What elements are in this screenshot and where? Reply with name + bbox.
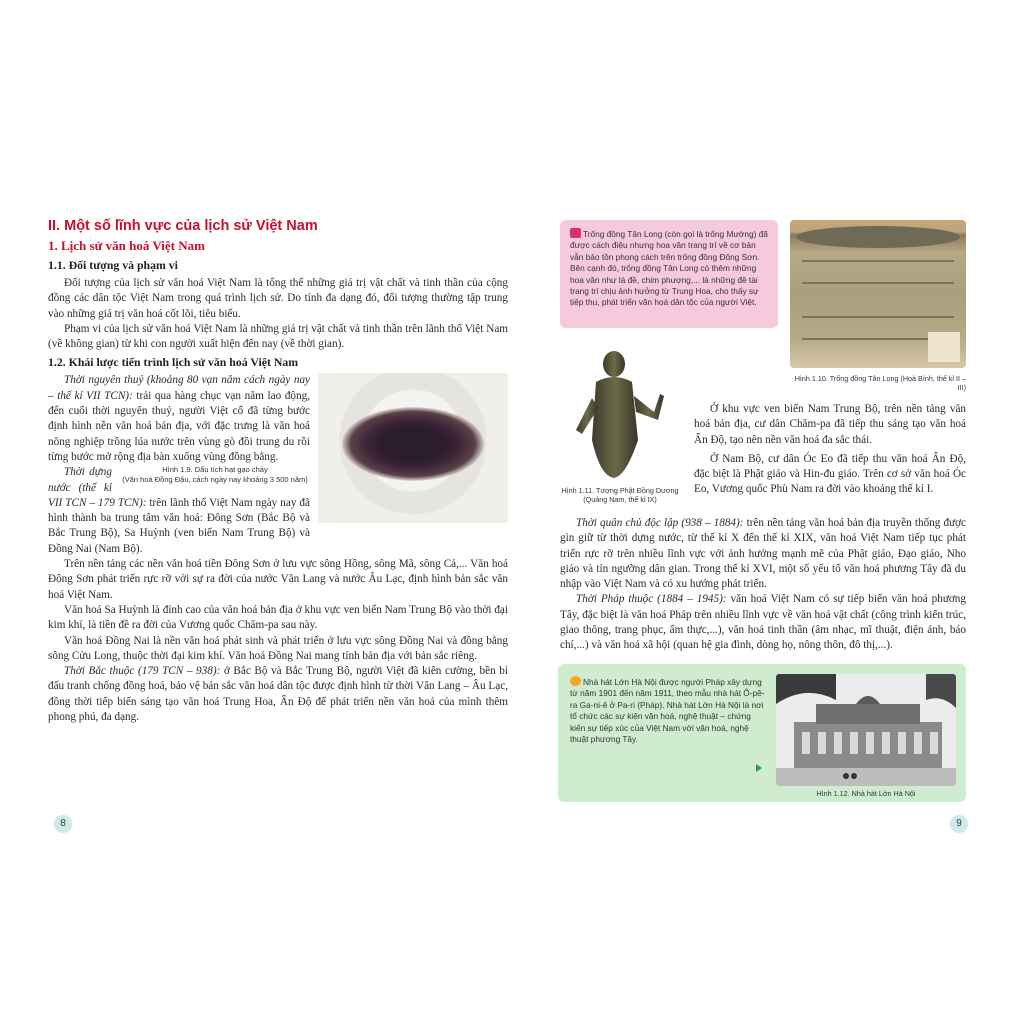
era-primitive-text: trải qua hàng chục vạn năm lao động, đến cuối thời nguyên thuỷ, người Việt cổ đã từng bước định hình nền văn hoá bản địa, với đặc trưng là văn hoá nông nghiệp trồng lúa nước trên vùng gò đồi trung du rồi từng bước mở rộng địa bàn xuống vùng đồng bằng.: [48, 389, 310, 463]
paragraph-northern-domination: [48, 664, 508, 725]
note-icon: [570, 228, 581, 238]
paragraph-french-era: [560, 592, 966, 653]
paragraph-dong-nai: Văn hoá Đồng Nai là nền văn hoá phát sinh và phát triển ở lưu vực sông Đồng Nai và đồng bằng sông Cửu Long, thuộc thời đại kim khí. Văn hoá Đồng Nai mang tính bản địa với bản sắc riêng.: [48, 634, 508, 662]
paragraph-independent-era: [560, 516, 966, 592]
info-box-bronze-drum-text: Trống đồng Tân Long (còn gọi là trống Mường) đã được cách điệu nhưng hoa văn trang trí về cơ bản vẫn bảo tồn phong cách trên trống đồng Đông Sơn. Bên cạnh đó, trống đồng Tân Long có thêm những hoa văn như lá đề, chim phượng,... là những đề tài trang trí chịu ảnh hưởng từ Trung Hoa, cho thấy sự tiếp thu, phát triển văn hoá dân tộc của người Việt.: [570, 229, 768, 308]
right-text-column: [694, 402, 966, 498]
figure-caption-bronze-drum: Hình 1.10. Trống đồng Tân Long (Hoà Bình, thế kỉ II – III): [794, 374, 966, 392]
era-french-label: Thời Pháp thuộc (1884 – 1945):: [576, 593, 727, 606]
era-northern-label: Thời Bắc thuộc (179 TCN – 938):: [64, 665, 221, 678]
subsection-title: 1. Lịch sử văn hoá Việt Nam: [48, 238, 205, 253]
section-title: II. Một số lĩnh vực của lịch sử Việt Nam: [48, 218, 318, 234]
paragraph-dong-son: Trên nền tảng các nền văn hoá tiền Đông Sơn ở lưu vực sông Hồng, sông Mã, sông Cả,... Văn hoá Đông Sơn phát triển rực rỡ với sự ra đời của nước Văn Lang và nước Âu Lạc, định hình bản sắc văn hoá Việt Nam.: [48, 558, 508, 601]
paragraph-scope: Phạm vi của lịch sử văn hoá Việt Nam là những giá trị vật chất và tinh thần trên lãnh thổ Việt Nam (về không gian) từ khi con người xuất hiện đến nay (về thời gian).: [48, 322, 508, 351]
era-independent-text: trên nền tảng văn hoá bản địa truyền thống được gìn giữ từ thời dựng nước, từ thế kỉ X đến thế kỉ XIX, văn hoá Việt Nam tiếp tục phát triển rực rỡ trên nhiều lĩnh vực với ảnh hưởng mạnh mẽ của Phật giáo, Đạo giáo, Nho giáo và tín ngưỡng dân gian. Trong thế kỉ XVI, một số yếu tố văn hoá phương Tây đã du nhập vào Việt Nam và có xu hướng phát triển.: [560, 517, 966, 591]
info-box-opera-house-text: Nhà hát Lớn Hà Nội được người Pháp xây dựng từ năm 1901 đến năm 1911, theo mẫu nhà hát Ô-pê-ra Ga-ni-ê ở Pa-ri (Pháp). Nhà hát Lớn Hà Nội là nơi tổ chức các sự kiện văn hoá, nghệ thuật – chứng kiến sự tiếp xúc của Việt Nam với văn hoá, nghệ thuật phương Tây.: [570, 677, 765, 745]
info-box-bronze-drum: [560, 220, 778, 328]
figure-caption-rice-grain: [120, 465, 310, 484]
figure-opera-house: [776, 674, 956, 786]
figure-caption-buddha-title: Hình 1.11. Tượng Phật Đồng Dương: [561, 486, 679, 495]
era-independent-label: Thời quân chủ độc lập (938 – 1884):: [576, 517, 744, 529]
figure-caption-opera-house: Hình 1.12. Nhà hát Lớn Hà Nội: [816, 789, 916, 798]
lightbulb-icon: [570, 676, 581, 686]
paragraph-champa: Ở khu vực ven biển Nam Trung Bộ, trên nền tảng văn hoá bản địa, cư dân Chăm-pa đã tiếp thu sáng tạo văn hoá Ấn Độ, tạo nên nền văn hoá đa sắc thái.: [694, 403, 966, 446]
arrow-right-icon: [756, 764, 762, 772]
paragraph-sa-huynh: Văn hoá Sa Huỳnh là đỉnh cao của văn hoá bản địa ở khu vực ven biển Nam Trung Bộ vào thời đại kim khí, là tiền đề ra đời của Vương quốc Chăm-pa sau này.: [48, 603, 508, 632]
right-text-full: [560, 516, 966, 654]
paragraph-oc-eo: Ở Nam Bộ, cư dân Óc Eo đã tiếp thu văn hoá Ấn Độ, đặc biệt là Phật giáo và Hin-đu giáo. Trên cơ sở văn hoá Óc Eo, Vương quốc Phù Nam ra đời vào khoảng thế kỉ I.: [694, 452, 966, 496]
era-northern-text: ở Bắc Bộ và Bắc Trung Bộ, người Việt đã kiên cường, bền bỉ đấu tranh chống đồng hoá, bảo vệ bản sắc văn hoá dân tộc được định hình từ thời Văn Lang – Âu Lạc, đồng thời tiếp biến sáng tạo văn hoá Trung Hoa, Ấn Độ để phát triển nền văn hoá của mình thêm phong phú, đa dạng.: [48, 665, 508, 724]
figure-bronze-drum: [790, 220, 966, 368]
right-page: [552, 200, 1012, 840]
figure-caption-rice-grain-sub: (Văn hoá Đồng Đậu, cách ngày nay khoảng 3 500 năm): [122, 474, 308, 484]
figure-buddha-statue: [566, 350, 676, 480]
figure-caption-buddha-sub: (Quảng Nam, thế kỉ IX): [583, 495, 657, 504]
era-french-text: văn hoá Việt Nam có sự tiếp biến văn hoá phương Tây, đặc biệt là văn hoá Pháp trên nhiều lĩnh vực về văn hoá vật chất (công trình kiến trúc, giao thông, trang phục, ẩm thực,...), văn hoá tinh thần (âm nhạc, mĩ thuật, điện ảnh, báo chí,...) và văn hoá xã hội (quan hệ gia đình, dòng họ, nông thôn, đô thị,...).: [560, 593, 966, 652]
era-primitive-label: Thời nguyên thuỷ (khoảng 80 vạn năm cách ngày nay – thế kỉ VII TCN):: [48, 374, 310, 402]
page-number-left: 8: [54, 815, 72, 833]
era-nation-building-text: trên lãnh thổ Việt Nam ngày nay đã hình thành ba trung tâm văn hoá: Đông Sơn (Bắc Bộ và Bắc Trung Bộ), Sa Huỳnh (ven biển Nam Trung Bộ) và Đồng Nai (Nam Bộ).: [48, 496, 310, 555]
figure-rice-grain: [318, 373, 508, 523]
rice-grain-image: [342, 407, 484, 481]
paragraph-object: Đối tượng của lịch sử văn hoá Việt Nam là tổng thể những giá trị vật chất và tinh thần của cộng đồng các dân tộc Việt Nam trong quá trình lịch sử. Do tính đa dạng đó, đối tượng thường tập trung vào những giá trị văn hoá cốt lõi, tiêu biểu.: [48, 277, 508, 320]
info-box-opera-house: [558, 664, 966, 802]
left-page: [48, 200, 508, 840]
figure-caption-buddha: [556, 486, 684, 504]
heading-1-2: 1.2. Khái lược tiến trình lịch sử văn hoá Việt Nam: [48, 355, 299, 370]
heading-1-1: 1.1. Đối tượng và phạm vi: [48, 258, 178, 272]
page-number-right: 9: [950, 815, 968, 833]
era-nation-building-label: Thời dựng nước (thế kỉ VII TCN – 179 TCN):: [48, 466, 147, 509]
figure-caption-rice-grain-title: Hình 1.9. Dấu tích hạt gạo cháy: [162, 465, 268, 475]
